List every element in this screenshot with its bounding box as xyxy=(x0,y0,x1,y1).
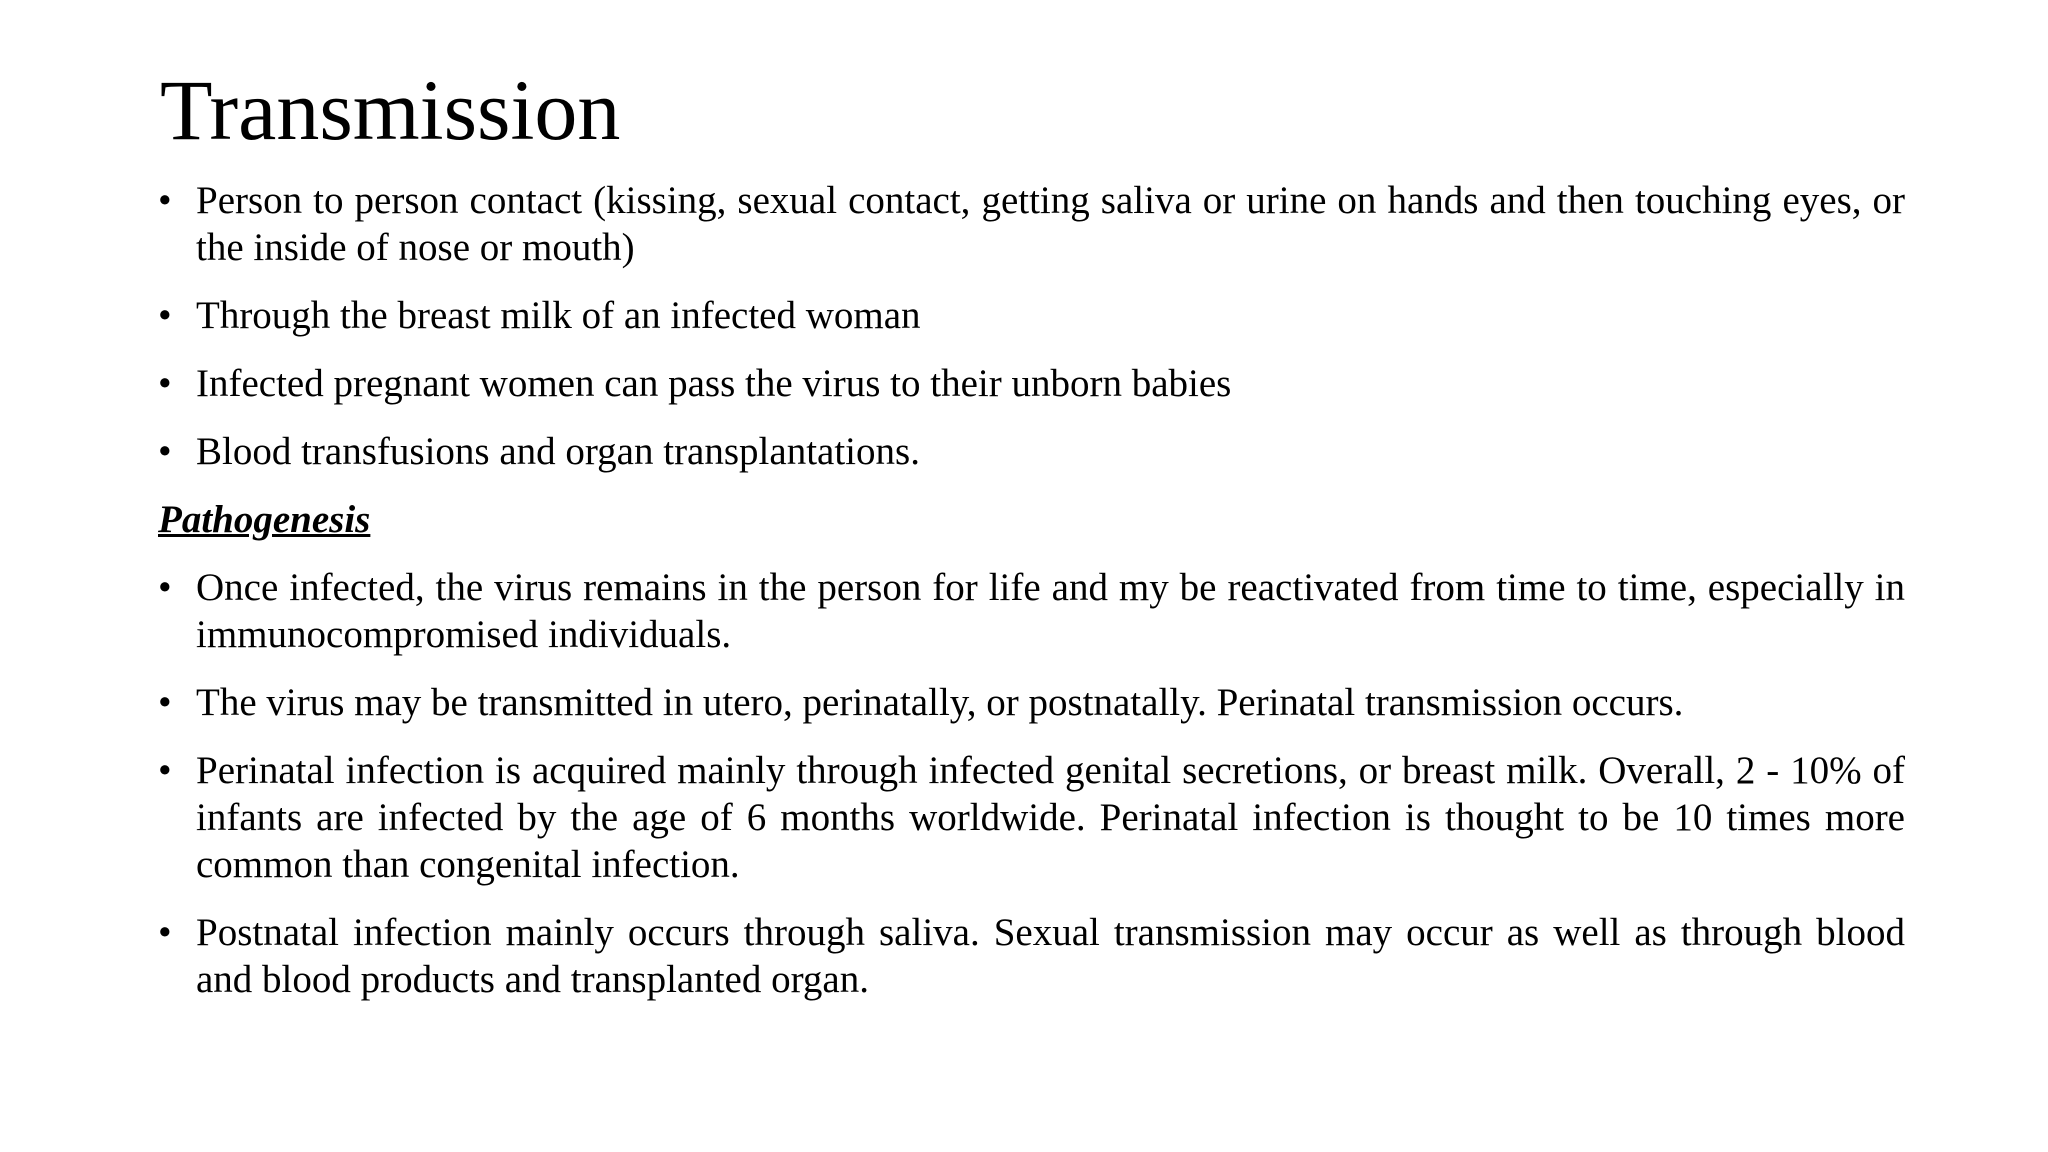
pathogenesis-bullet-1: • Once infected, the virus remains in the person for life and my be reactivated from time to time, especially in immunocompromised individuals. xyxy=(158,564,1905,658)
slide-title: Transmission xyxy=(160,62,621,158)
slide-content xyxy=(158,177,1905,1024)
transmission-bullet-3: • Infected pregnant women can pass the virus to their unborn babies xyxy=(158,360,1905,407)
transmission-bullet-1: • Person to person contact (kissing, sexual contact, getting saliva or urine on hands and then touching eyes, or the inside of nose or mouth) xyxy=(158,177,1905,271)
pathogenesis-heading: Pathogenesis xyxy=(158,498,371,541)
pathogenesis-bullet-2: • The virus may be transmitted in utero, perinatally, or postnatally. Perinatal transmission occurs. xyxy=(158,679,1905,726)
transmission-bullet-2: • Through the breast milk of an infected woman xyxy=(158,292,1905,339)
pathogenesis-bullet-4: • Postnatal infection mainly occurs through saliva. Sexual transmission may occur as well as through blood and blood products and transplanted organ. xyxy=(158,909,1905,1003)
transmission-bullet-4: • Blood transfusions and organ transplantations. xyxy=(158,428,1905,475)
pathogenesis-bullet-3: • Perinatal infection is acquired mainly through infected genital secretions, or breast milk. Overall, 2 - 10% of infants are infected by the age of 6 months worldwide. Perinatal infection is thought to be 10 times more common than congenital infection. xyxy=(158,747,1905,888)
